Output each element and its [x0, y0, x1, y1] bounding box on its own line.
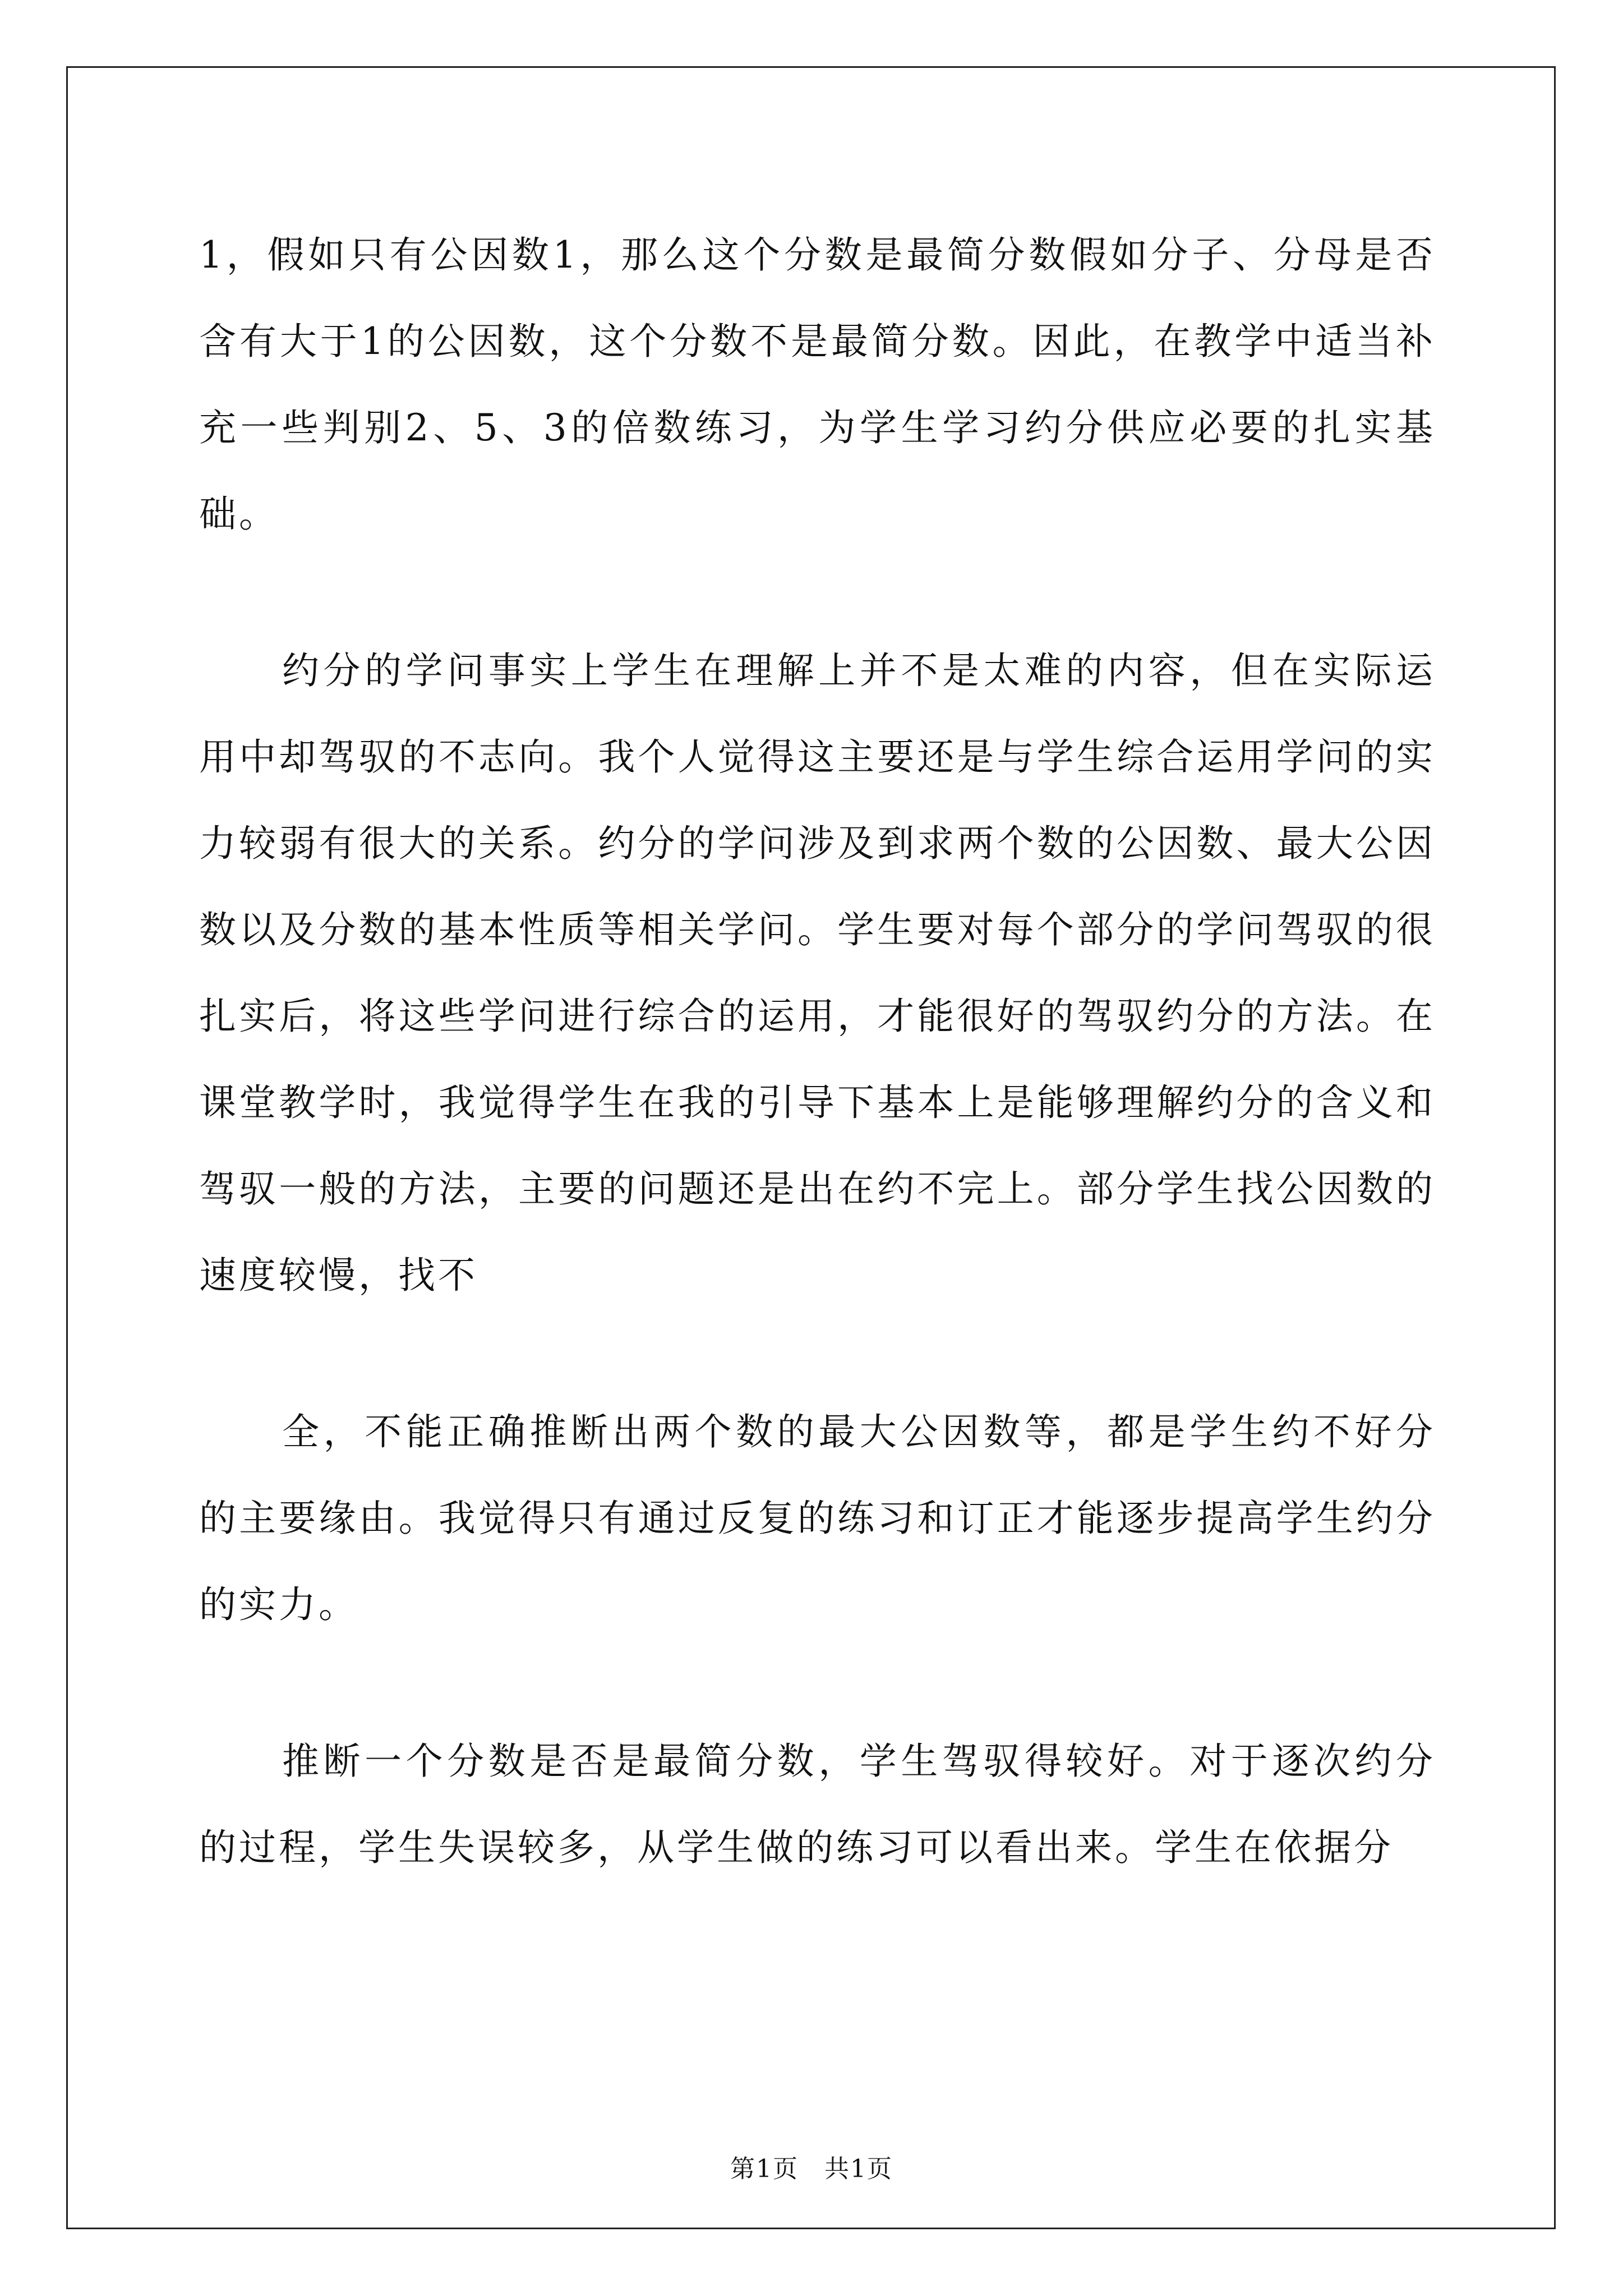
page-footer: 第1页 共1页: [730, 2155, 893, 2183]
paragraph: 全，不能正确推断出两个数的最大公因数等，都是学生约不好分的主要缘由。我觉得只有通过反复的练习和订正才能逐步提高学生约分的实力。: [199, 1410, 1436, 1626]
document-body: [199, 212, 1436, 1961]
paragraph: 推断一个分数是否是最简分数，学生驾驭得较好。对于逐次约分的过程，学生失误较多，从学生做的练习可以看出来。学生在依据分: [199, 1740, 1436, 1869]
paragraph: 约分的学问事实上学生在理解上并不是太难的内容，但在实际运用中却驾驭的不志向。我个人觉得这主要还是与学生综合运用学问的实力较弱有很大的关系。约分的学问涉及到求两个数的公因数、最大公因数以及分数的基本性质等相关学问。学生要对每个部分的学问驾驭的很扎实后，将这些学问进行综合的运用，才能很好的驾驭约分的方法。在课堂教学时，我觉得学生在我的引导下基本上是能够理解约分的含义和驾驭一般的方法，主要的问题还是出在约不完上。部分学生找公因数的速度较慢，找不: [199, 649, 1436, 1297]
paragraph: 1，假如只有公因数1，那么这个分数是最简分数假如分子、分母是否含有大于1的公因数，这个分数不是最简分数。因此，在教学中适当补充一些判别2、5、3的倍数练习，为学生学习约分供应必要的扎实基础。: [199, 233, 1436, 536]
